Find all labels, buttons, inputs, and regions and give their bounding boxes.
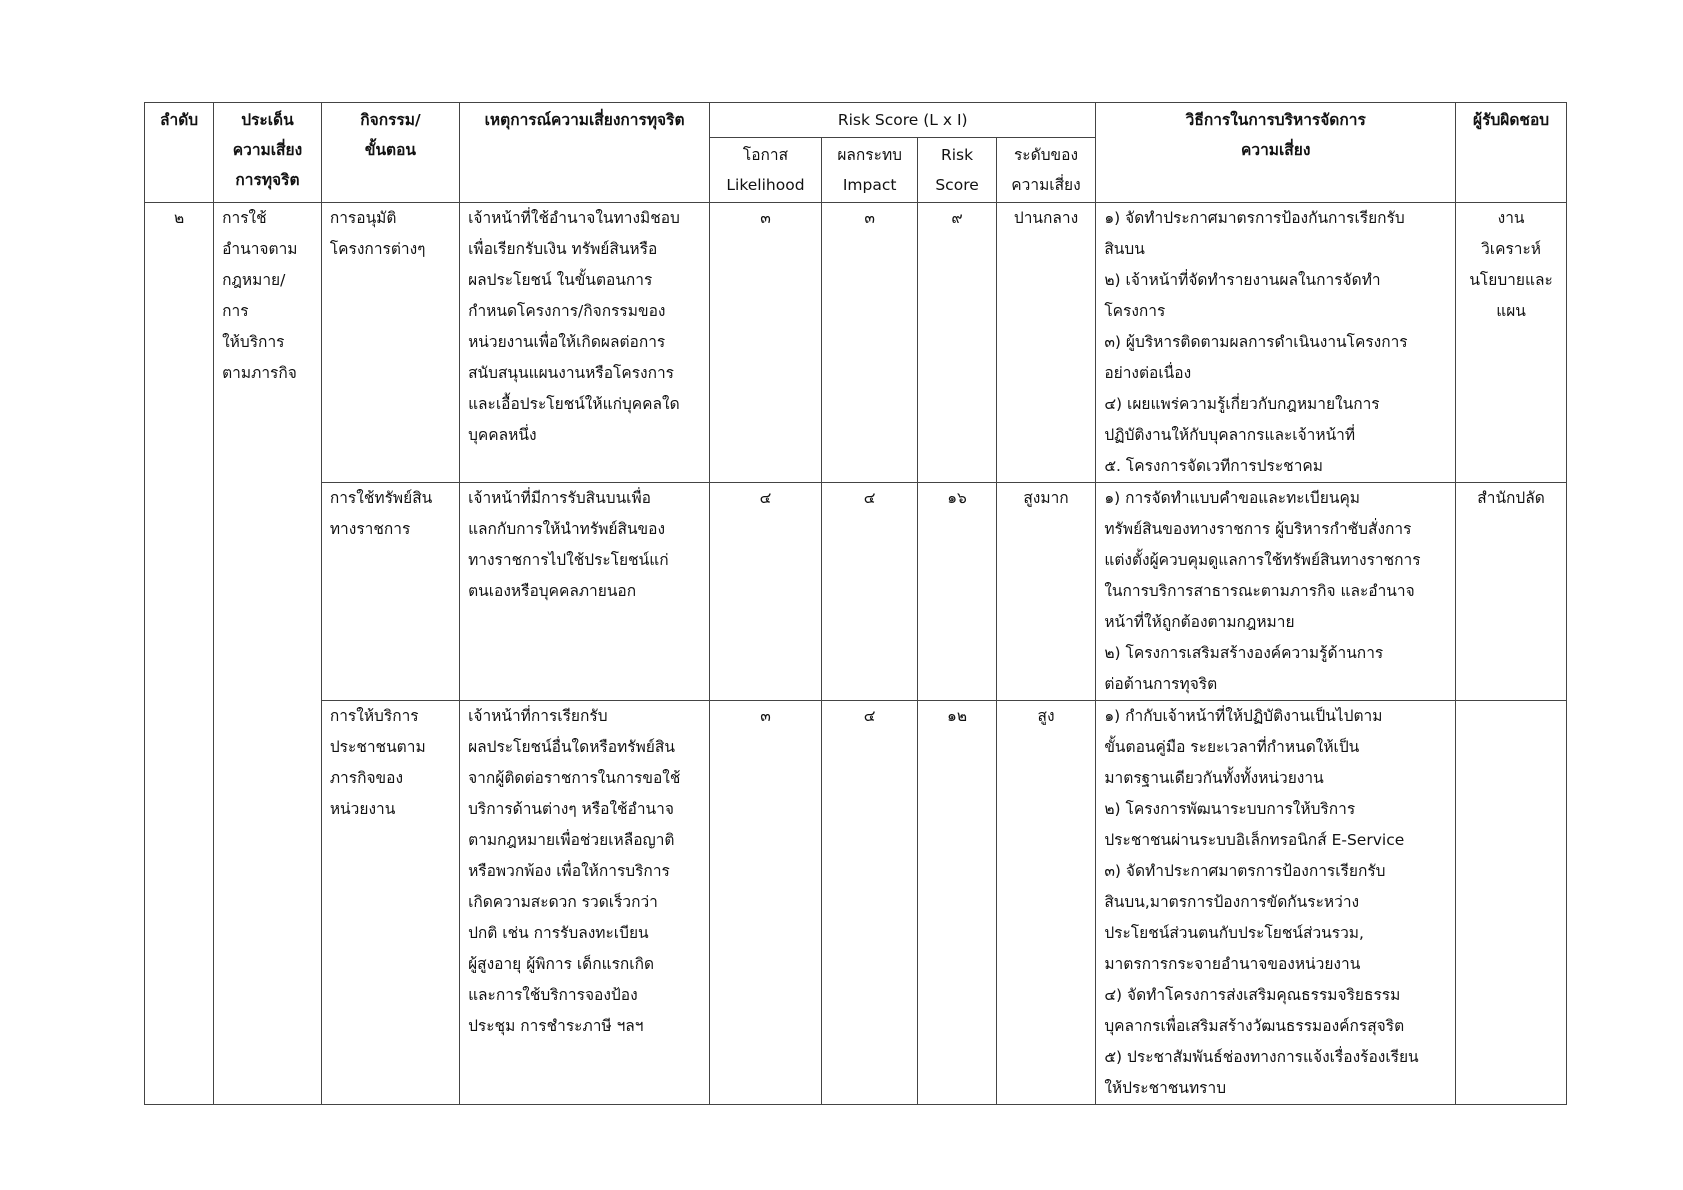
cell-line: มาตรการกระจายอำนาจของหน่วยงาน [1104, 955, 1361, 973]
row-management [1096, 483, 1456, 701]
row-likelihood: ๓ [710, 203, 822, 483]
row-activity [321, 701, 459, 1105]
cell-line: ทรัพย์สินของทางราชการ ผู้บริหารกำชับสั่งการ [1104, 520, 1412, 538]
row-event [460, 483, 710, 701]
cell-line: ๕) ประชาสัมพันธ์ช่องทางการแจ้งเรื่องร้องเรียน [1104, 1048, 1419, 1066]
cell-line: โครงการ [1104, 302, 1166, 320]
cell-line: แผน [1496, 302, 1526, 320]
cell-line: การใช้ทรัพย์สิน [329, 489, 433, 507]
cell-line: การให้บริการ [329, 707, 419, 725]
cell-line: ต่อต้านการทุจริต [1104, 675, 1218, 693]
header-management [1096, 103, 1456, 203]
row-event [460, 701, 710, 1105]
cell-line: กำหนดโครงการ/กิจกรรมของ [468, 302, 666, 320]
row-level: สูงมาก [996, 483, 1096, 701]
header-level [996, 138, 1096, 203]
cell-line: ๒) โครงการเสริมสร้างองค์ความรู้ด้านการ [1104, 644, 1384, 662]
cell-line: หน่วยงาน [329, 800, 396, 818]
cell-line: จากผู้ติดต่อราชการในการขอใช้ [468, 769, 681, 787]
row-activity [321, 483, 459, 701]
header-activity [321, 103, 459, 203]
cell-line: การ [222, 302, 249, 320]
cell-line: กิจกรรม/ [360, 111, 421, 129]
row-impact: ๓ [821, 203, 918, 483]
cell-line: ความเสี่ยง [1011, 176, 1081, 194]
cell-line: ขั้นตอน [364, 141, 417, 159]
cell-line: โครงการต่างๆ [329, 240, 426, 258]
cell-line: หรือพวกพ้อง เพื่อให้การบริการ [468, 862, 670, 880]
cell-line: เกิดความสะดวก รวดเร็วกว่า [468, 893, 658, 911]
cell-line: ผลประโยชน์อื่นใดหรือทรัพย์สิน [468, 738, 675, 756]
cell-line: ให้ประชาชนทราบ [1104, 1079, 1227, 1097]
cell-line: บริการด้านต่างๆ หรือใช้อำนาจ [468, 800, 674, 818]
document-page [144, 102, 1567, 1105]
cell-line: กฎหมาย/ [222, 271, 286, 289]
row-impact: ๔ [821, 483, 918, 701]
cell-line: เพื่อเรียกรับเงิน ทรัพย์สินหรือ [468, 240, 658, 258]
cell-line: ๔) จัดทำโครงการส่งเสริมคุณธรรมจริยธรรม [1104, 986, 1401, 1004]
header-owner: ผู้รับผิดชอบ [1456, 103, 1567, 203]
cell-line: และเอื้อประโยชน์ให้แก่บุคคลใด [468, 395, 680, 413]
cell-line: ระดับของ [1013, 146, 1079, 164]
cell-line: ๑) การจัดทำแบบคำขอและทะเบียนคุม [1104, 489, 1361, 507]
cell-line: หน่วยงานเพื่อให้เกิดผลต่อการ [468, 333, 666, 351]
cell-line: ให้บริการ [222, 333, 285, 351]
cell-line: ในการบริการสาธารณะตามภารกิจ และอำนาจ [1104, 582, 1415, 600]
cell-line: Risk [940, 146, 974, 164]
row-level: ปานกลาง [996, 203, 1096, 483]
cell-line: ปฏิบัติงานให้กับบุคลากรและเจ้าหน้าที่ [1104, 426, 1356, 444]
cell-line: ความเสี่ยง [232, 141, 303, 159]
cell-line: อย่างต่อเนื่อง [1104, 364, 1192, 382]
cell-line: การทุจริต [235, 171, 300, 189]
cell-line: เจ้าหน้าที่ใช้อำนาจในทางมิชอบ [468, 209, 680, 227]
cell-line: ความเสี่ยง [1241, 141, 1311, 159]
header-no: ลำดับ [145, 103, 214, 203]
header-issue [214, 103, 322, 203]
cell-line: นโยบายและ [1469, 271, 1553, 289]
row-score: ๙ [918, 203, 996, 483]
cell-line: ทางราชการ [329, 520, 411, 538]
header-score [918, 138, 996, 203]
cell-line: ผลกระทบ [837, 146, 902, 164]
cell-line: การใช้ [222, 209, 267, 227]
cell-line: ผลประโยชน์ ในขั้นตอนการ [468, 271, 653, 289]
cell-line: ปกติ เช่น การรับลงทะเบียน [468, 924, 649, 942]
cell-line: สินบน [1104, 240, 1145, 258]
cell-line: ประชุม การชำระภาษี ฯลฯ [468, 1017, 644, 1035]
cell-line: ตามภารกิจ [222, 364, 297, 382]
cell-line: ๑) จัดทำประกาศมาตรการป้องกันการเรียกรับ [1104, 209, 1405, 227]
cell-line: Impact [842, 176, 897, 194]
cell-line: สำนักปลัด [1477, 489, 1545, 507]
cell-line: การอนุมัติ [329, 209, 397, 227]
cell-line: วิธีการในการบริหารจัดการ [1185, 111, 1366, 129]
row-score: ๑๖ [918, 483, 996, 701]
row-management [1096, 701, 1456, 1105]
table-row [145, 483, 1567, 701]
cell-line: ๓) ผู้บริหารติดตามผลการดำเนินงานโครงการ [1104, 333, 1408, 351]
row-owner [1456, 203, 1567, 483]
cell-line: อำนาจตาม [222, 240, 298, 258]
row-event [460, 203, 710, 483]
cell-line: โอกาส [742, 146, 789, 164]
row-impact: ๔ [821, 701, 918, 1105]
cell-line: ประเด็น [241, 111, 294, 129]
row-owner [1456, 701, 1567, 1105]
cell-line: และการใช้บริการจองป้อง [468, 986, 638, 1004]
table-row [145, 701, 1567, 1105]
cell-line: ๒) โครงการพัฒนาระบบการให้บริการ [1104, 800, 1356, 818]
cell-line: ๒) เจ้าหน้าที่จัดทำรายงานผลในการจัดทำ [1104, 271, 1381, 289]
row-level: สูง [996, 701, 1096, 1105]
table-row [145, 203, 1567, 483]
row-likelihood: ๓ [710, 701, 822, 1105]
row-owner [1456, 483, 1567, 701]
cell-line: ๕. โครงการจัดเวทีการประชาคม [1104, 457, 1323, 475]
cell-line: สินบน,มาตรการป้องการขัดกันระหว่าง [1104, 893, 1360, 911]
cell-line: Likelihood [726, 176, 805, 194]
cell-line: แต่งตั้งผู้ควบคุมดูแลการใช้ทรัพย์สินทางราชการ [1104, 551, 1421, 569]
cell-line: ภารกิจของ [329, 769, 404, 787]
header-impact [821, 138, 918, 203]
cell-line: ๑) กำกับเจ้าหน้าที่ให้ปฏิบัติงานเป็นไปตาม [1104, 707, 1383, 725]
header-risk-score: Risk Score (L x I) [710, 103, 1096, 138]
group-issue [214, 203, 322, 1105]
cell-line: บุคคลหนึ่ง [468, 426, 537, 444]
cell-line: วิเคราะห์ [1481, 240, 1542, 258]
cell-line: ทางราชการไปใช้ประโยชน์แก่ [468, 551, 669, 569]
row-management [1096, 203, 1456, 483]
cell-line: เจ้าหน้าที่มีการรับสินบนเพื่อ [468, 489, 651, 507]
cell-line: แลกกับการให้นำทรัพย์สินของ [468, 520, 666, 538]
cell-line: Score [935, 176, 979, 194]
risk-assessment-table [144, 102, 1567, 1105]
group-no: ๒ [145, 203, 214, 1105]
cell-line: ประชาชนตาม [329, 738, 426, 756]
cell-line: ประชาชนผ่านระบบอิเล็กทรอนิกส์ E-Service [1104, 831, 1405, 849]
header-row-1 [145, 103, 1567, 138]
cell-line: ผู้สูงอายุ ผู้พิการ เด็กแรกเกิด [468, 955, 655, 973]
cell-line: ตนเองหรือบุคคลภายนอก [468, 582, 637, 600]
cell-line: เจ้าหน้าที่การเรียกรับ [468, 707, 608, 725]
row-score: ๑๒ [918, 701, 996, 1105]
cell-line: งาน [1497, 209, 1525, 227]
cell-line: ขั้นตอนคู่มือ ระยะเวลาที่กำหนดให้เป็น [1104, 738, 1360, 756]
header-event: เหตุการณ์ความเสี่ยงการทุจริต [460, 103, 710, 203]
cell-line: ๓) จัดทำประกาศมาตรการป้องการเรียกรับ [1104, 862, 1386, 880]
cell-line: บุคลากรเพื่อเสริมสร้างวัฒนธรรมองค์กรสุจริต [1104, 1017, 1405, 1035]
header-likelihood [710, 138, 822, 203]
cell-line: มาตรฐานเดียวกันทั้งทั้งหน่วยงาน [1104, 769, 1324, 787]
cell-line: สนับสนุนแผนงานหรือโครงการ [468, 364, 674, 382]
cell-line: หน้าที่ให้ถูกต้องตามกฎหมาย [1104, 613, 1295, 631]
row-activity [321, 203, 459, 483]
cell-line: ๔) เผยแพร่ความรู้เกี่ยวกับกฎหมายในการ [1104, 395, 1380, 413]
cell-line: ตามกฎหมายเพื่อช่วยเหลือญาติ [468, 831, 675, 849]
row-likelihood: ๔ [710, 483, 822, 701]
cell-line: ประโยชน์ส่วนตนกับประโยชน์ส่วนรวม, [1104, 924, 1364, 942]
